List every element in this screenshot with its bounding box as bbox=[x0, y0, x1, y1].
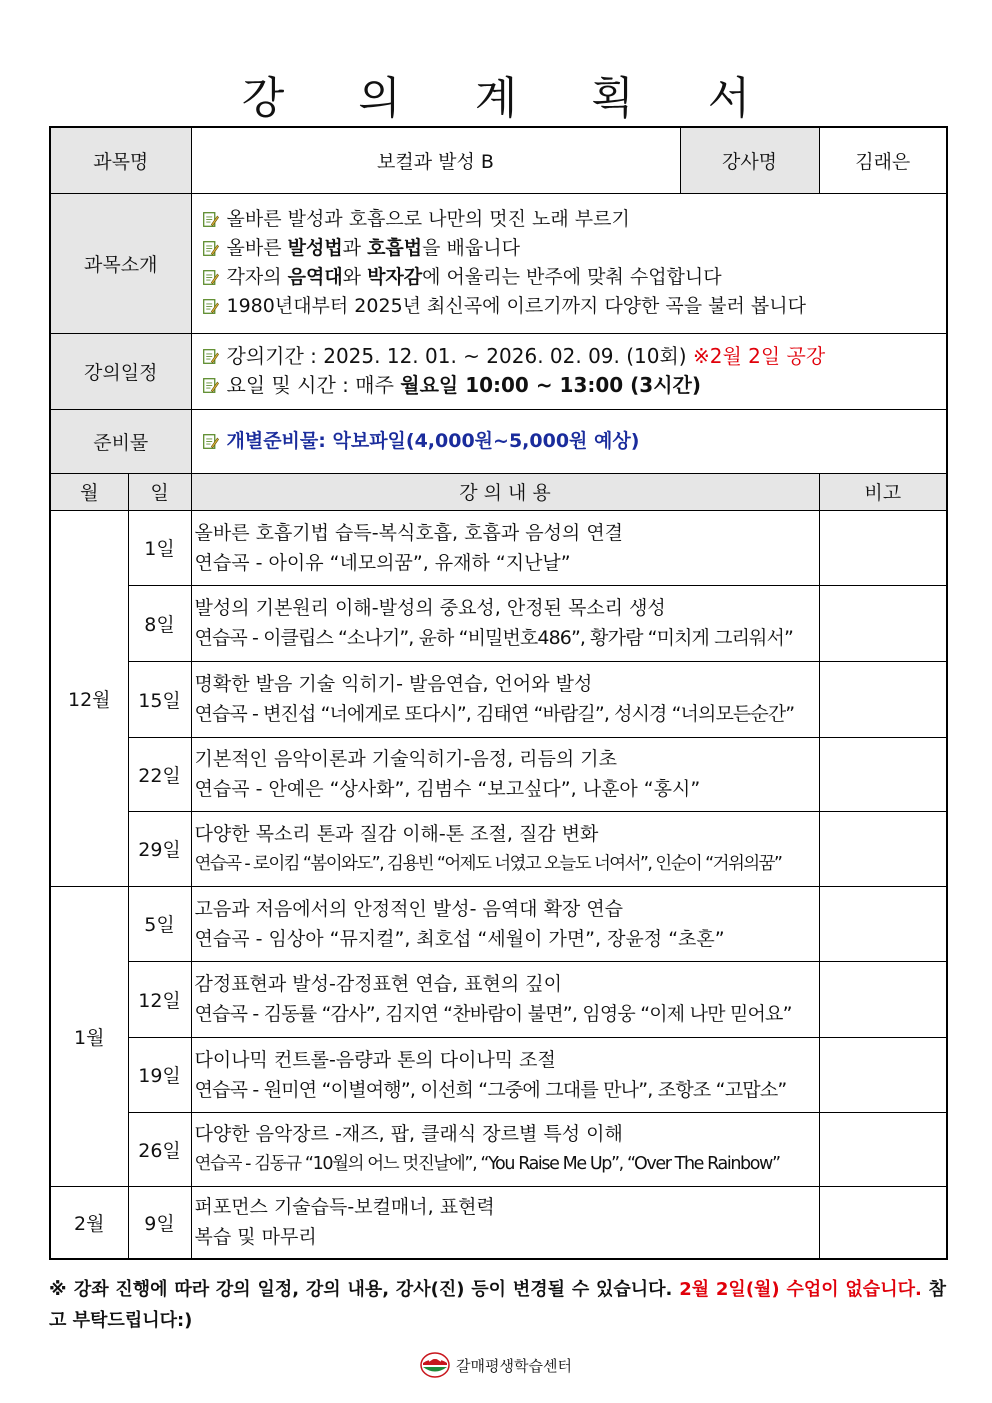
footer bbox=[0, 1352, 992, 1378]
highlight-text: 음역대 bbox=[287, 266, 343, 288]
lesson-songs: 연습곡 - 원미연 “이별여행”, 이선희 “그중에 그대를 만나”, 조항조 “고맙소” bbox=[194, 1078, 787, 1101]
lesson-topic: 다양한 목소리 톤과 질감 이해-톤 조절, 질감 변화 bbox=[194, 822, 599, 845]
lecture-plan-table bbox=[49, 126, 948, 1260]
table-row bbox=[50, 510, 947, 585]
day-cell: 15일 bbox=[128, 661, 191, 737]
schedule-time-line bbox=[192, 371, 947, 400]
supplies-content bbox=[191, 409, 947, 473]
table-row bbox=[50, 1112, 947, 1186]
lesson-topic: 다양한 음악장르 -재즈, 팝, 클래식 장르별 특성 이해 bbox=[194, 1123, 623, 1145]
day-header: 일 bbox=[128, 473, 191, 510]
lesson-topic: 퍼포먼스 기술습득-보컬매너, 표현력 bbox=[194, 1196, 495, 1219]
notice-end: 참고 부탁드립니다:) bbox=[49, 1279, 946, 1331]
lesson-content bbox=[191, 737, 819, 811]
highlight-text: 호흡법 bbox=[367, 237, 423, 259]
intro-text-4: 1980년대부터 2025년 최신곡에 이르기까지 다양한 곡을 불러 봅니다 bbox=[226, 295, 806, 317]
lesson-songs: 연습곡 - 안예은 “상사화”, 김범수 “보고싶다”, 나훈아 “홍시” bbox=[194, 778, 701, 800]
lesson-topic: 고음과 저음에서의 안정적인 발성- 음역대 확장 연습 bbox=[194, 897, 624, 920]
text-part: 과 bbox=[342, 237, 368, 259]
lesson-topic: 기본적인 음악이론과 기술익히기-음정, 리듬의 기초 bbox=[194, 748, 617, 770]
remark-cell bbox=[819, 886, 947, 961]
center-logo-icon bbox=[420, 1352, 450, 1378]
page-title: 강 의 계 획 서 bbox=[241, 73, 781, 124]
memo-pencil-icon bbox=[202, 377, 219, 394]
intro-content bbox=[191, 193, 947, 333]
table-row bbox=[50, 811, 947, 886]
course-name: 보컬과 발성 B bbox=[191, 127, 680, 193]
table-row bbox=[50, 886, 947, 961]
memo-pencil-icon bbox=[202, 298, 219, 315]
day-cell: 8일 bbox=[128, 585, 191, 661]
lesson-content bbox=[191, 510, 819, 585]
remark-cell bbox=[819, 1112, 947, 1186]
footer-org: 갈매평생학습센터 bbox=[456, 1356, 572, 1375]
intro-line-2 bbox=[192, 234, 947, 263]
day-cell: 29일 bbox=[128, 811, 191, 886]
notice bbox=[49, 1274, 946, 1336]
highlight-text: 월요일 10:00 ~ 13:00 (3시간) bbox=[400, 373, 701, 397]
text-part: 에 어울리는 반주에 맞춰 수업합니다 bbox=[422, 266, 722, 288]
text-part: 각자의 bbox=[226, 266, 288, 288]
schedule-label: 강의일정 bbox=[50, 333, 191, 409]
text-part: 을 배웁니다 bbox=[422, 237, 520, 259]
day-cell: 12일 bbox=[128, 961, 191, 1037]
intro-text-1: 올바른 발성과 호흡으로 나만의 멋진 노래 부르기 bbox=[226, 208, 630, 230]
lesson-content bbox=[191, 1037, 819, 1112]
lesson-songs: 연습곡 - 변진섭 “너에게로 또다시”, 김태연 “바람길”, 성시경 “너의모든순간” bbox=[194, 703, 795, 725]
table-row bbox=[50, 1037, 947, 1112]
text-part: 올바른 bbox=[226, 237, 288, 259]
text-part: 요일 및 시간 : 매주 bbox=[226, 373, 401, 397]
lesson-content bbox=[191, 1186, 819, 1259]
schedule-row bbox=[50, 333, 947, 409]
intro-label: 과목소개 bbox=[50, 193, 191, 333]
month-cell: 2월 bbox=[50, 1186, 128, 1259]
lesson-songs: 연습곡 - 김동규 “10월의 어느 멋진날에”, “You Raise Me Up”, “Over The Rainbow” bbox=[194, 1154, 780, 1174]
lesson-topic: 감정표현과 발성-감정표현 연습, 표현의 깊이 bbox=[194, 973, 562, 995]
schedule-period: 강의기간 : 2025. 12. 01. ~ 2026. 02. 09. (10회) bbox=[226, 344, 687, 368]
text-part: 와 bbox=[342, 266, 368, 288]
lesson-content bbox=[191, 961, 819, 1037]
lesson-songs: 연습곡 - 이클립스 “소나기”, 윤하 “비밀번호486”, 황가람 “미치게 그리워서” bbox=[194, 627, 793, 649]
lesson-content bbox=[191, 811, 819, 886]
remark-cell bbox=[819, 1037, 947, 1112]
schedule-period-note: ※2월 2일 공강 bbox=[692, 344, 826, 368]
course-name-label: 과목명 bbox=[50, 127, 191, 193]
table-header-row bbox=[50, 473, 947, 510]
table-row bbox=[50, 585, 947, 661]
lesson-songs: 연습곡 - 김동률 “감사”, 김지연 “찬바람이 불면”, 임영웅 “이제 나만 믿어요” bbox=[194, 1003, 792, 1025]
notice-red: 2월 2일(월) 수업이 없습니다. bbox=[679, 1279, 922, 1300]
lesson-content bbox=[191, 661, 819, 737]
remark-header: 비고 bbox=[819, 473, 947, 510]
day-cell: 5일 bbox=[128, 886, 191, 961]
intro-line-4 bbox=[192, 292, 947, 321]
highlight-text: 박자감 bbox=[367, 266, 423, 288]
instructor-label: 강사명 bbox=[680, 127, 819, 193]
table-row bbox=[50, 961, 947, 1037]
lesson-content bbox=[191, 1112, 819, 1186]
schedule-time bbox=[227, 371, 702, 400]
lesson-songs: 연습곡 - 임상아 “뮤지컬”, 최호섭 “세월이 가면”, 장윤정 “초혼” bbox=[194, 927, 725, 950]
day-cell: 26일 bbox=[128, 1112, 191, 1186]
month-header: 월 bbox=[50, 473, 128, 510]
month-cell: 12월 bbox=[50, 510, 128, 886]
day-cell: 1일 bbox=[128, 510, 191, 585]
lesson-songs: 복습 및 마무리 bbox=[194, 1226, 317, 1249]
highlight-text: 발성법 bbox=[287, 237, 343, 259]
day-cell: 22일 bbox=[128, 737, 191, 811]
memo-pencil-icon bbox=[202, 433, 219, 450]
lesson-songs: 연습곡 - 아이유 “네모의꿈”, 유재하 “지난날” bbox=[194, 551, 571, 574]
supplies-text: 개별준비물: 악보파일(4,000원~5,000원 예상) bbox=[226, 429, 640, 452]
day-cell: 9일 bbox=[128, 1186, 191, 1259]
intro-line-1 bbox=[192, 205, 947, 234]
intro-text-2 bbox=[227, 234, 520, 263]
lesson-songs: 연습곡 - 로이킴 “봄이와도”, 김용빈 “어제도 너였고 오늘도 너여서”, 인순이 “거위의꿈” bbox=[194, 853, 782, 874]
remark-cell bbox=[819, 811, 947, 886]
intro-row bbox=[50, 193, 947, 333]
schedule-content bbox=[191, 333, 947, 409]
content-header: 강 의 내 용 bbox=[191, 473, 819, 510]
instructor-name: 김래은 bbox=[819, 127, 947, 193]
table-row bbox=[50, 1186, 947, 1259]
lesson-topic: 발성의 기본원리 이해-발성의 중요성, 안정된 목소리 생성 bbox=[194, 597, 666, 619]
memo-pencil-icon bbox=[202, 211, 219, 228]
remark-cell bbox=[819, 961, 947, 1037]
lesson-topic: 명확한 발음 기술 익히기- 발음연습, 언어와 발성 bbox=[194, 673, 593, 695]
table-row bbox=[50, 661, 947, 737]
lesson-topic: 다이나믹 컨트롤-음량과 톤의 다이나믹 조절 bbox=[194, 1048, 556, 1071]
memo-pencil-icon bbox=[202, 348, 219, 365]
lesson-topic: 올바른 호흡기법 습득-복식호흡, 호흡과 음성의 연결 bbox=[194, 521, 624, 544]
remark-cell bbox=[819, 510, 947, 585]
remark-cell bbox=[819, 585, 947, 661]
table-row bbox=[50, 737, 947, 811]
day-cell: 19일 bbox=[128, 1037, 191, 1112]
notice-text: ※ 강좌 진행에 따라 강의 일정, 강의 내용, 강사(진) 등이 변경될 수 있습니다. bbox=[49, 1279, 680, 1300]
intro-text-3 bbox=[227, 263, 722, 292]
supplies-line bbox=[192, 427, 947, 456]
supplies-label: 준비물 bbox=[50, 409, 191, 473]
memo-pencil-icon bbox=[202, 240, 219, 257]
course-row bbox=[50, 127, 947, 193]
month-cell: 1월 bbox=[50, 886, 128, 1186]
remark-cell bbox=[819, 1186, 947, 1259]
lesson-content bbox=[191, 585, 819, 661]
schedule-period-line bbox=[192, 342, 947, 371]
memo-pencil-icon bbox=[202, 269, 219, 286]
lesson-content bbox=[191, 886, 819, 961]
remark-cell bbox=[819, 737, 947, 811]
intro-line-3 bbox=[192, 263, 947, 292]
remark-cell bbox=[819, 661, 947, 737]
supplies-row bbox=[50, 409, 947, 473]
